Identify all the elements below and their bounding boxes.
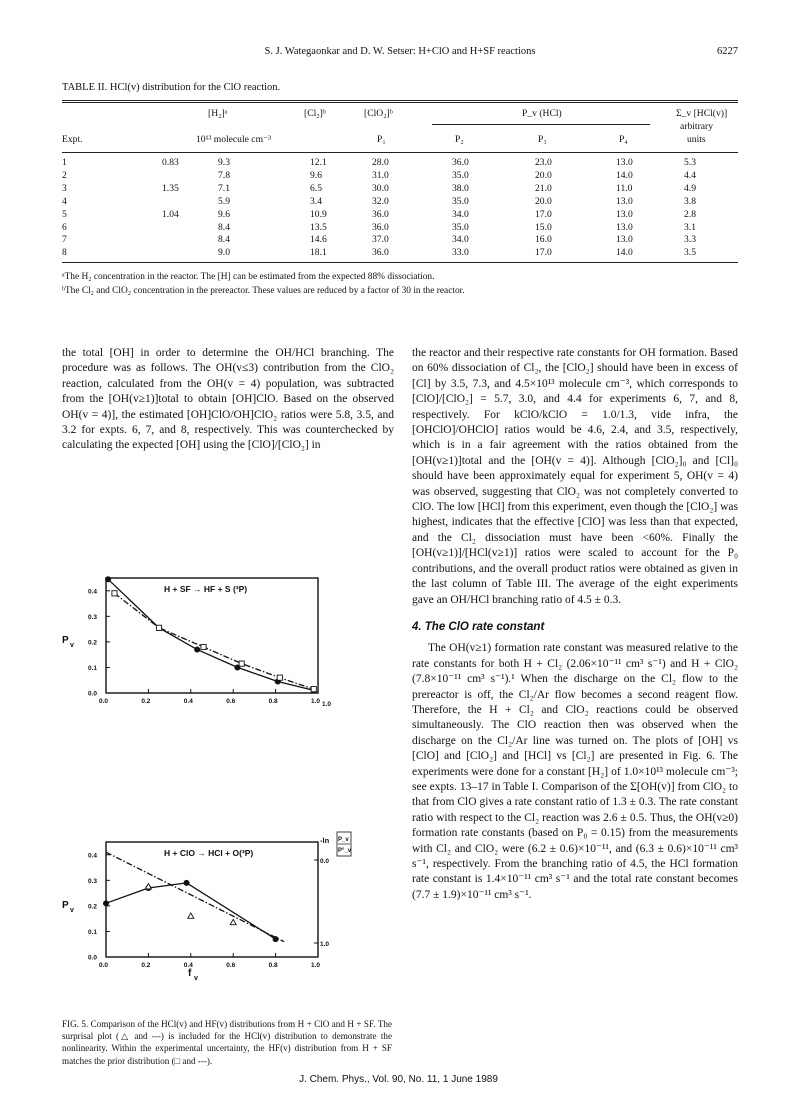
table-cell: 8.4 bbox=[218, 234, 230, 246]
table-top-rule bbox=[62, 100, 738, 101]
data-point-circle bbox=[184, 880, 190, 886]
y-tick-label: 0.0 bbox=[88, 690, 98, 698]
table-cell: 1 bbox=[62, 157, 67, 168]
table-cell: 1.04 bbox=[162, 208, 179, 220]
table-cell: 9.3 bbox=[218, 157, 230, 168]
header-p3: P₃ bbox=[538, 134, 547, 145]
table-cell: 9.6 bbox=[310, 169, 322, 181]
right-axis-frac-bottom: P°_v bbox=[338, 848, 352, 854]
x-axis-label-sub: v bbox=[194, 975, 198, 982]
right-tick-label: 1.0 bbox=[322, 701, 332, 708]
table-cell: 35.0 bbox=[452, 195, 469, 207]
table-cell: 5.3 bbox=[684, 157, 696, 168]
table-cell: 20.0 bbox=[535, 169, 552, 181]
table-cell: 14.0 bbox=[616, 247, 633, 259]
table-cell: 13.0 bbox=[616, 234, 633, 246]
data-point-circle bbox=[194, 647, 200, 653]
pv-group-rule bbox=[432, 124, 650, 125]
table-cell: 36.0 bbox=[372, 221, 389, 233]
table-cell: 0.83 bbox=[162, 157, 179, 168]
header-p4: P₄ bbox=[619, 134, 628, 145]
table-cell: 7.8 bbox=[218, 169, 230, 181]
table-cell: 8 bbox=[62, 247, 67, 259]
x-tick-label: 0.4 bbox=[183, 698, 193, 705]
table-cell: 9.0 bbox=[218, 247, 230, 259]
header-units-right: units bbox=[687, 134, 706, 145]
panel-title: H + ClO → HCl + O(³P) bbox=[164, 848, 254, 858]
x-tick-label: 0.6 bbox=[226, 962, 236, 969]
table-header-rule bbox=[62, 152, 738, 153]
x-tick-label: 0.6 bbox=[226, 698, 236, 705]
table-cell: 8.4 bbox=[218, 221, 230, 233]
table-cell: 17.0 bbox=[535, 247, 552, 259]
data-point-square bbox=[156, 625, 161, 630]
left-paragraph: the total [OH] in order to determine the OH/HCl branching. The procedure was as follows. The OH(v≤3) contribution from the ClO₂ reaction, calculated from the OH(v = 4) population, was subtracted from the [OH(v≥1)]total to obtain [OH]ClO. Based on the observed OH(v = 4)], the estimated [OH]ClO/OH]ClO₂ ratios were 5.8, 3.5, and 3.2 for expts. 6, 7, and 8, respectively. This was counterchecked by calculating the expected [OH] using the [ClO]/[ClO₂] in bbox=[62, 347, 394, 452]
x-tick-label: 1.0 bbox=[311, 698, 321, 705]
y-axis-label-sub: v bbox=[70, 907, 74, 914]
header-p2: P₂ bbox=[455, 134, 464, 145]
left-column bbox=[62, 346, 394, 454]
table-footnote-a: ᵃThe H₂ concentration in the reactor. The [H] can be estimated from the expected 88% dissociation. bbox=[62, 272, 435, 282]
table-cell: 5 bbox=[62, 208, 67, 220]
data-point-square bbox=[239, 661, 244, 666]
y-tick-label: 0.2 bbox=[88, 639, 98, 647]
table-cell: 3.1 bbox=[684, 221, 696, 233]
data-point-square bbox=[277, 675, 282, 680]
table-cell: 12.1 bbox=[310, 157, 327, 168]
header-expt: Expt. bbox=[62, 134, 83, 145]
table-cell: 7 bbox=[62, 234, 67, 246]
table-cell: 30.0 bbox=[372, 182, 389, 194]
table-cell: 36.0 bbox=[372, 247, 389, 259]
x-axis-label: f bbox=[188, 968, 192, 979]
table-cell: 32.0 bbox=[372, 195, 389, 207]
table-cell: 37.0 bbox=[372, 234, 389, 246]
x-tick-label: 0.8 bbox=[268, 698, 278, 705]
table-footnote-b: ᵇThe Cl₂ and ClO₂ concentration in the prereactor. These values are reduced by a factor of 30 in the reactor. bbox=[62, 286, 465, 296]
table-cell: 3.5 bbox=[684, 247, 696, 259]
table-top-rule-2 bbox=[62, 102, 738, 103]
table-cell: 4.9 bbox=[684, 182, 696, 194]
header-sum-sub: arbitrary bbox=[680, 121, 714, 132]
y-tick-label: 0.2 bbox=[88, 903, 98, 911]
header-clo2: [ClO₂]ᵇ bbox=[364, 108, 393, 119]
y-tick-label: 0.1 bbox=[88, 664, 98, 672]
table-cell: 4 bbox=[62, 195, 67, 207]
table-cell: 2 bbox=[62, 169, 67, 181]
table-cell: 34.0 bbox=[452, 208, 469, 220]
table-caption: TABLE II. HCl(v) distribution for the ClO reaction. bbox=[62, 82, 281, 93]
table-cell: 3.3 bbox=[684, 234, 696, 246]
y-tick-label: 0.4 bbox=[88, 852, 98, 860]
table-cell: 13.0 bbox=[616, 221, 633, 233]
series-line bbox=[108, 579, 314, 690]
x-tick-label: 0.0 bbox=[99, 698, 109, 705]
table-cell: 1.35 bbox=[162, 182, 179, 194]
table-cell: 7.1 bbox=[218, 182, 230, 194]
table-cell: 33.0 bbox=[452, 247, 469, 259]
page-number: 6227 bbox=[717, 46, 738, 57]
table-cell: 3.8 bbox=[684, 195, 696, 207]
data-point-circle bbox=[105, 576, 111, 582]
header-units-left: 10¹³ molecule cm⁻³ bbox=[196, 134, 271, 145]
table-cell: 13.0 bbox=[616, 157, 633, 168]
table-cell: 4.4 bbox=[684, 169, 696, 181]
data-point-circle bbox=[103, 900, 109, 906]
data-point-triangle bbox=[188, 913, 194, 918]
table-cell: 13.0 bbox=[616, 208, 633, 220]
table-cell: 10.9 bbox=[310, 208, 327, 220]
plot-frame bbox=[106, 578, 318, 693]
figure-caption: FIG. 5. Comparison of the HCl(v) and HF(v) distributions from H + ClO and H + SF. The surprisal plot (△ and ---) is included for the HCl(v) distribution to demonstrate the nonlinearity. Within the experimental uncertainty, the HF(v) distribution from H + SF matches the prior distribution (□ and ---). bbox=[62, 1019, 392, 1066]
table-cell: 35.0 bbox=[452, 169, 469, 181]
table-cell: 35.0 bbox=[452, 221, 469, 233]
table-cell: 36.0 bbox=[452, 157, 469, 168]
right-paragraph-2: The OH(v≥1) formation rate constant was measured relative to the rate constants for both H + Cl₂ (2.06×10⁻¹¹ cm³ s⁻¹) and H + ClO₂ (7.8×10⁻¹¹ cm³ s⁻¹).¹ When the discharge on the Cl₂ flow to the prereactor is off, the Cl₂/Ar flow becomes a second reagent flow. Therefore, the H + Cl₂ and ClO₂ reactions could be observed simultaneously. The ClO reaction then was observed when the discharge on the Cl₂/Ar line was turned on. The plots of [OH] vs [ClO] and [ClO₂] and [HCl] vs [Cl₂] are presented in Fig. 6. The experiments were done for a constant [H₂] of 1.0×10¹³ molecule cm⁻³; see expts. 13–17 in Table I. Comparison of the Σ[OH(v)] from ClO₂ to that from ClO gives a rate constant ratio of 1.3 ± 0.3. The rate constant ratio with respect to the Cl₂ reaction was 2.6 ± 0.5. Thus, the OH(v≥0) formation rate constants (based on P₀ = 0.15) from the measurements with Cl₂ and ClO₂ were (6.2 ± 0.6)×10⁻¹¹, and (6.3 ± 0.6)×10⁻¹¹ cm³ s⁻¹, respectively. From the branching ratio of 4.5, the HCl formation rate constant is 1.4×10⁻¹¹ cm³ s⁻¹ and the total rate constant becomes (7.7 ± 1.9)×10⁻¹¹ cm³ s⁻¹. bbox=[412, 642, 738, 901]
right-axis-frac-top: P_v bbox=[338, 837, 349, 843]
right-column bbox=[412, 346, 738, 903]
y-axis-label-sub: v bbox=[70, 642, 74, 649]
figure-panel-bottom bbox=[88, 842, 320, 969]
right-paragraph-1: the reactor and their respective rate constants for OH formation. Based on 60% dissociation of Cl₂, the [ClO₂] should have been in excess of [Cl] by 3.5, 7.3, and 4.5×10¹³ molecule cm⁻³, which corresponds to [ClO]/[ClO₂] = 5.7, 3.0, and 4.4 for experiments 6, 7, and 8, respectively. For kClO/kClO = 1.0/1.3, vide infra, the [OHClO]/OHClO] ratios would be 4.6, 2.4, and 3.5, respectively, which is in a fair agreement with the ratios obtained from the [OH(v≥1)]total and the [OH(v = 4)]. Although [ClO₂]₀ and [Cl]₀ should have been approximately equal for experiment 5, OH(v = 4) was observed, suggesting that ClO₂ was not completely converted to ClO. The low [HCl] from this experiment, even though the [ClO₂] was highest, indicates that the effective [ClO] was less than that expected, and the Cl₂ dissociation must have been <60%. Finally the [OH(v≥1)]/[HCl(v≥1)] ratios were scaled to account for the P₀ contributions, and the overall product ratios were obtained as given in the last column of Table III. The average of the eight experiments gave an OH/HCl branching ratio of 4.5 ± 0.3. bbox=[412, 347, 738, 606]
x-tick-label: 1.0 bbox=[311, 962, 321, 969]
table-cell: 2.8 bbox=[684, 208, 696, 220]
table-cell: 21.0 bbox=[535, 182, 552, 194]
y-tick-label: 0.0 bbox=[88, 954, 98, 962]
x-tick-label: 0.4 bbox=[183, 962, 193, 969]
table-cell: 16.0 bbox=[535, 234, 552, 246]
x-tick-label: 0.8 bbox=[268, 962, 278, 969]
panel-title: H + SF → HF + S (³P) bbox=[164, 584, 248, 594]
table-cell: 36.0 bbox=[372, 208, 389, 220]
table-cell: 9.6 bbox=[218, 208, 230, 220]
table-cell: 3 bbox=[62, 182, 67, 194]
table-cell: 13.5 bbox=[310, 221, 327, 233]
section-heading: 4. The ClO rate constant bbox=[412, 620, 545, 633]
table-cell: 18.1 bbox=[310, 247, 327, 259]
table-cell: 5.9 bbox=[218, 195, 230, 207]
data-point-square bbox=[201, 644, 206, 649]
y-tick-label: 0.4 bbox=[88, 588, 98, 596]
header-p1: P₁ bbox=[377, 134, 386, 145]
table-cell: 28.0 bbox=[372, 157, 389, 168]
series-line bbox=[115, 593, 314, 689]
right-tick-label: 1.0 bbox=[320, 941, 330, 948]
table-cell: 34.0 bbox=[452, 234, 469, 246]
y-axis-label: P bbox=[62, 900, 69, 911]
x-tick-label: 0.2 bbox=[141, 962, 151, 969]
table-cell: 15.0 bbox=[535, 221, 552, 233]
y-tick-label: 0.3 bbox=[88, 613, 98, 621]
y-tick-label: 0.3 bbox=[88, 877, 98, 885]
header-cl2: [Cl₂]ᵇ bbox=[304, 108, 326, 119]
series-line bbox=[106, 883, 276, 939]
x-tick-label: 0.0 bbox=[99, 962, 109, 969]
header-pv: P_v (HCl) bbox=[522, 108, 562, 119]
right-axis-label: -ln bbox=[320, 836, 330, 845]
x-tick-label: 0.2 bbox=[141, 698, 151, 705]
table-cell: 6 bbox=[62, 221, 67, 233]
series-line bbox=[106, 852, 284, 942]
table-cell: 38.0 bbox=[452, 182, 469, 194]
data-point-square bbox=[311, 687, 316, 692]
table-cell: 3.4 bbox=[310, 195, 322, 207]
table-cell: 11.0 bbox=[616, 182, 633, 194]
figure-5 bbox=[62, 560, 362, 1020]
y-tick-label: 0.1 bbox=[88, 928, 98, 936]
running-head-title: S. J. Wategaonkar and D. W. Setser: H+ClO and H+SF reactions bbox=[264, 46, 536, 57]
table-cell: 17.0 bbox=[535, 208, 552, 220]
table-cell: 31.0 bbox=[372, 169, 389, 181]
table-cell: 14.0 bbox=[616, 169, 633, 181]
table-cell: 6.5 bbox=[310, 182, 322, 194]
journal-footer: J. Chem. Phys., Vol. 90, No. 11, 1 June 1989 bbox=[299, 1074, 498, 1085]
table-cell: 14.6 bbox=[310, 234, 327, 246]
data-point-triangle bbox=[230, 919, 236, 924]
right-tick-label: 0.0 bbox=[320, 858, 330, 865]
header-h2: [H₂]ᵃ bbox=[208, 108, 228, 119]
figure-panel-top bbox=[88, 576, 320, 705]
table-cell: 23.0 bbox=[535, 157, 552, 168]
data-point-square bbox=[112, 591, 117, 596]
table-bottom-rule bbox=[62, 262, 738, 263]
y-axis-label: P bbox=[62, 635, 69, 646]
table-cell: 13.0 bbox=[616, 195, 633, 207]
header-sum: Σ_v [HCl(v)] bbox=[676, 108, 728, 119]
table-cell: 20.0 bbox=[535, 195, 552, 207]
